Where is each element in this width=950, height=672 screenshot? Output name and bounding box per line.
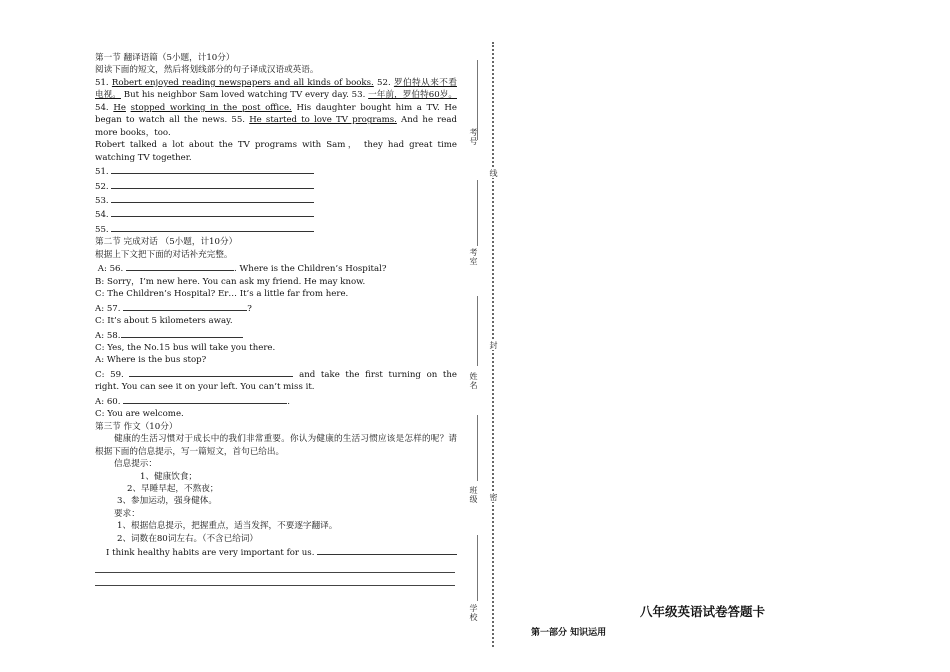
label-exam-number: 考号 [469,128,478,146]
section2-heading: 第二节 完成对话 （5小题，计10分） [95,237,238,248]
q52-number: 52. [377,77,391,88]
q51-sentence: Robert enjoyed reading newspapers and all kinds of books. [111,77,374,88]
passage-text: His daughter bought him a TV. He began to watch all the [95,102,457,126]
answer-card-title: 八年级英语试卷答题卡 [640,604,766,619]
left-column [95,52,457,586]
field-line-class[interactable] [477,415,478,481]
label-name: 姓名 [469,372,478,390]
q55-number: news. 55. [202,115,246,126]
passage-text: And he read more books，too. [95,115,457,138]
dialogue-line-59: C: 59. and take the first turning on the right. You can see it on your left. You can’t miss it. [95,367,457,394]
q54-number: 54. [95,102,109,113]
requirement-1: 1、根据信息提示，把握重点，适当发挥，不要逐字翻译。 [117,521,338,532]
blank-59[interactable] [129,367,293,377]
dialogue-line-58: A: 58. [95,328,457,342]
dialogue-line: C: It’s about 5 kilometers away. [95,316,233,327]
answer-line-52[interactable]: 52. [95,179,457,193]
essay-line[interactable] [95,573,455,586]
q51-number: 51. [95,77,109,88]
blank-57[interactable] [123,301,247,311]
translation-passage [95,77,457,139]
section2-instruction: 根据上下文把下面的对话补充完整。 [95,249,233,260]
field-line-name[interactable] [477,296,478,366]
dialogue-line: B: Sorry，I’m new here. You can ask my friend. He may know. [95,276,366,287]
essay-first-line[interactable]: I think healthy habits are very important for us. [95,545,457,559]
dialogue-line: C: The Children’s Hospital? Er… It’s a little far from here. [95,289,349,300]
blank-58[interactable] [121,328,243,338]
dialogue-line: C: Yes, the No.15 bus will take you there. [95,342,276,353]
field-line-school[interactable] [477,535,478,601]
blank-60[interactable] [123,394,287,404]
passage-text: But his neighbor Sam loved watching TV every day. 53. [123,90,366,101]
q54-sentence-start: He [113,102,126,113]
hint-2: 2、早睡早起，不熬夜； [127,483,219,494]
writing-prompt: 健康的生活习惯对于成长中的我们非常重要。你认为健康的生活习惯应该是怎样的呢？请根据下面的信息提示，写一篇短文，首句已给出。 [95,434,457,457]
seal-char-line: 线 [489,169,498,177]
requirements-title: 要求： [114,508,140,519]
dialogue-line-60: A: 60. . [95,394,457,408]
section1-heading: 第一节 翻译语篇（5小题，计10分） [95,53,235,63]
q55-sentence: He started to love TV programs. [249,115,397,126]
label-exam-room: 考室 [469,248,478,266]
answer-line-51[interactable]: 51. [95,164,457,178]
essay-line[interactable] [95,560,455,573]
label-school: 学校 [469,604,478,622]
answer-line-54[interactable]: 54. [95,207,457,221]
seal-char-seal: 封 [489,341,498,349]
field-line-exam-room[interactable] [477,180,478,246]
q53-sentence: 一年前，罗伯特60岁。 [368,90,457,101]
dialogue-line-56: A: 56. . Where is the Children’s Hospital? [95,261,457,275]
answer-card-part-title: 第一部分 知识运用 [531,628,607,638]
answer-line-55[interactable]: 55. [95,222,457,236]
q52-sentence: 罗伯特从来不看电视。 [95,77,457,101]
seal-char-secret: 密 [489,493,498,501]
hint-1: 1、健康饮食； [140,471,198,482]
q54-sentence-end: stopped working in the post office. [130,102,292,113]
blank-56[interactable] [126,261,234,271]
hint-3: 3、参加运动，强身健体。 [117,496,217,507]
answer-line-53[interactable]: 53. [95,193,457,207]
passage-closing: Robert talked a lot about the TV programs with Sam， they had great time watching TV together. [95,140,457,163]
dialogue-line-57: A: 57. ? [95,301,457,315]
label-class: 班级 [469,486,478,504]
section1-instruction: 阅读下面的短文，然后将划线部分的句子译成汉语或英语。 [95,65,319,76]
section3-heading: 第三节 作文（10分） [95,421,178,432]
dialogue-line: C: You are welcome. [95,409,184,420]
requirement-2: 2、词数在80词左右。（不含已给词） [117,533,259,544]
dialogue-line: A: Where is the bus stop? [95,355,207,366]
hints-title: 信息提示： [114,459,157,470]
